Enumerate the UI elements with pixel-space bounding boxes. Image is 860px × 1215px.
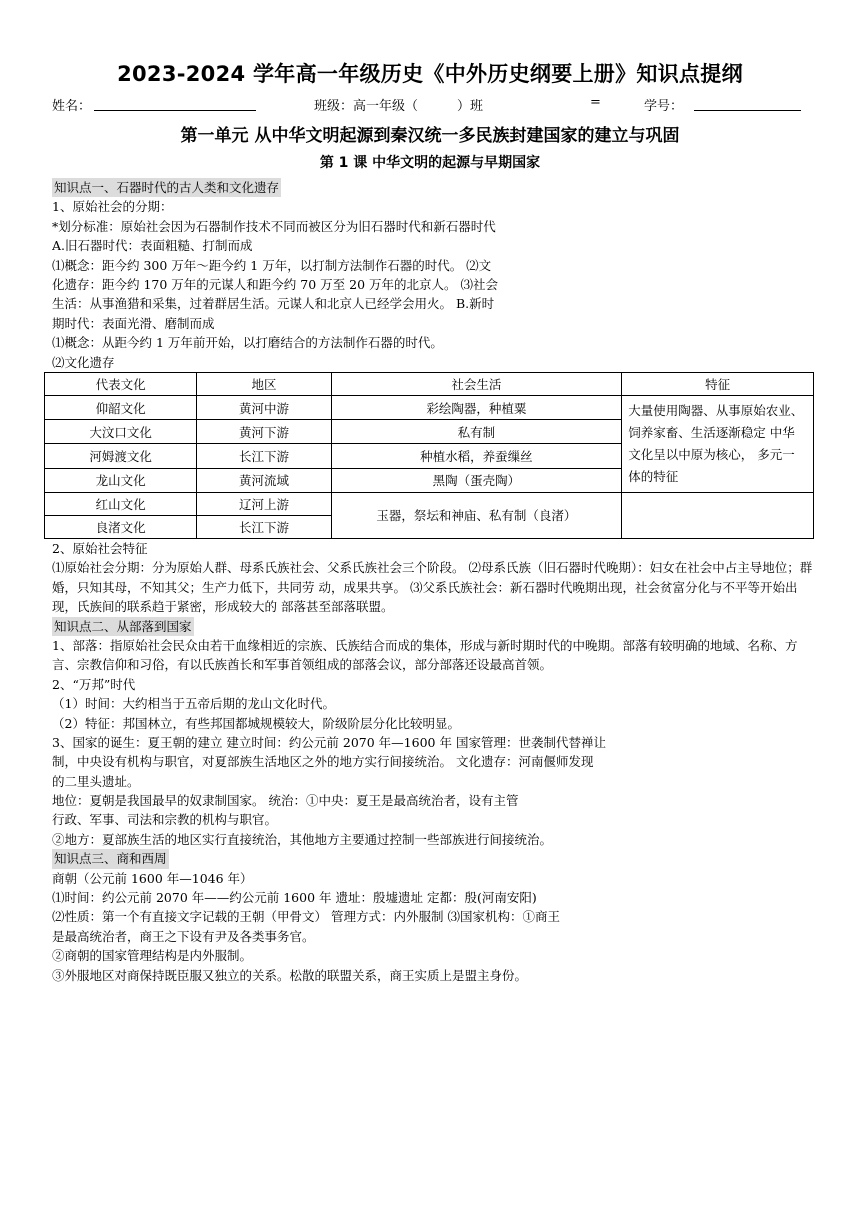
culture-table <box>44 372 814 539</box>
document-title: 2023-2024 学年高一年级历史《中外历史纲要上册》知识点提纲 <box>117 62 743 86</box>
text-line: 商朝（公元前 1600 年—1046 年） <box>52 870 253 886</box>
table-header-cell: 代表文化 <box>45 372 197 395</box>
equals-mark: = <box>590 95 601 110</box>
paragraph: 1、部落：指原始社会民众由若干血缘相近的宗族、氏族结合而成的集体，形成与新时期时代的中晚期。部落有较明确的地域、名称、方言、宗教信仰和习俗，有以氏族酋长和军事首领组成的部落会议，部分部落还设最高首领。 <box>52 637 798 673</box>
class-label: 班级：高一年级（ ）班 <box>314 99 484 114</box>
text-line: ②商朝的国家管理结构是内外服制。 <box>52 948 253 964</box>
text-line: *划分标准：原始社会因为石器制作技术不同而被区分为旧石器时代和新石器时代 <box>52 218 496 234</box>
text-line: ⑴时间：约公元前 2070 年——约公元前 1600 年 遗址：殷墟遗址 定都：殷(河南安阳) <box>52 890 537 906</box>
text-line: 1、原始社会的分期： <box>52 199 173 215</box>
table-cell: 彩绘陶器，种植粟 <box>331 395 622 419</box>
table-cell: 仰韶文化 <box>45 395 197 419</box>
knowledge-point-heading: 知识点二、从部落到国家 <box>52 617 194 636</box>
text-line: ⑴概念：从距今约 1 万年前开始，以打磨结合的方法制作石器的时代。 <box>52 335 443 351</box>
text-line: 2、原始社会特征 <box>52 540 148 556</box>
table-header-cell: 社会生活 <box>331 372 622 395</box>
table-cell: 长江下游 <box>197 444 331 468</box>
id-label: 学号： <box>644 99 684 114</box>
table-row <box>45 492 814 515</box>
knowledge-point-heading: 知识点一、石器时代的古人类和文化遗存 <box>52 178 281 197</box>
table-cell: 河姆渡文化 <box>45 444 197 468</box>
text-line: A.旧石器时代：表面粗糙、打制而成 <box>52 238 253 254</box>
knowledge-point-heading: 知识点三、商和西周 <box>52 849 169 868</box>
table-cell: 大汶口文化 <box>45 420 197 444</box>
text-line: ③外服地区对商保持既臣服又独立的关系。松散的联盟关系，商王实质上是盟主身份。 <box>52 967 528 983</box>
table-cell: 龙山文化 <box>45 468 197 492</box>
merged-life-cell: 玉器，祭坛和神庙、私有制（良渚） <box>331 492 622 538</box>
paragraph: ⑴原始社会分期：分为原始人群、母系氏族社会、父系氏族社会三个阶段。 ⑵母系氏族（旧石器时代晚期）：妇女在社会中占主导地位；群婚，只知其母，不知其父；生产力低下，共同劳 动，成果共享。 ⑶父系氏族社会：新石器时代晚期出现，社会贫富分化与不平等开始出现，氏族间的联系趋于紧密，形成较大的 部落甚至部落联盟。 <box>52 560 813 615</box>
text-line: 行政、军事、司法和宗教的机构与职官。 <box>52 812 278 828</box>
table-row <box>45 395 814 419</box>
table-header-cell: 特征 <box>622 372 814 395</box>
table-cell: 黄河下游 <box>197 420 331 444</box>
text-line: ⑴概念：距今约 300 万年～距今约 1 万年，以打制方法制作石器的时代。 ⑵文 <box>52 257 492 273</box>
table-header-cell: 地区 <box>197 372 331 395</box>
text-line: ②地方：夏部族生活的地区实行直接统治，其他地方主要通过控制一些部族进行间接统治。 <box>52 831 553 847</box>
text-line: （1）时间：大约相当于五帝后期的龙山文化时代。 <box>52 696 335 712</box>
feature-cell: 大量使用陶器、从事原始农业、饲养家畜、生活逐渐稳定 中华文化呈以中原为核心， 多元一体的特征 <box>622 395 814 492</box>
text-line: 地位：夏朝是我国最早的奴隶制国家。 统治：①中央：夏王是最高统治者，设有主管 <box>52 793 519 809</box>
table-cell: 黄河中游 <box>197 395 331 419</box>
text-line: 2、“万邦”时代 <box>52 676 136 692</box>
id-blank[interactable] <box>694 110 801 111</box>
name-label: 姓名： <box>52 99 92 114</box>
text-line: 是最高统治者，商王之下设有尹及各类事务官。 <box>52 928 315 944</box>
text-line: 化遗存：距今约 170 万年的元谋人和距今约 70 万至 20 万年的北京人。 ⑶社会 <box>52 276 498 292</box>
text-line: （2）特征：邦国林立，有些邦国都城规模较大，阶级阶层分化比较明显。 <box>52 715 460 731</box>
name-blank[interactable] <box>94 110 256 111</box>
lesson-title: 第 1 课 中华文明的起源与早期国家 <box>319 155 541 171</box>
empty-feature-cell <box>622 492 814 538</box>
table-cell: 黄河流域 <box>197 468 331 492</box>
table-cell: 种植水稻，养蚕缫丝 <box>331 444 622 468</box>
text-line: 制，中央设有机构与职官，对夏部族生活地区之外的地方实行间接统治。 文化遗存：河南偃师发现 <box>52 754 594 770</box>
table-header-row <box>45 372 814 395</box>
content-body <box>52 178 818 985</box>
text-line: ⑵性质：第一个有直接文字记载的王朝（甲骨文） 管理方式：内外服制 ⑶国家机构：①商王 <box>52 909 560 925</box>
text-line: 生活：从事渔猎和采集，过着群居生活。元谋人和北京人已经学会用火。 B.新时 <box>52 296 495 312</box>
table-cell: 黑陶（蛋壳陶） <box>331 468 622 492</box>
text-line: ⑵文化遗存 <box>52 354 115 370</box>
text-line: 的二里头遗址。 <box>52 773 140 789</box>
table-cell: 良渚文化 <box>45 515 197 538</box>
unit-title: 第一单元 从中华文明起源到秦汉统一多民族封建国家的建立与巩固 <box>180 126 680 146</box>
table-cell: 辽河上游 <box>197 492 331 515</box>
text-line: 3、国家的诞生：夏王朝的建立 建立时间：约公元前 2070 年—1600 年 国家管理：世袭制代替禅让 <box>52 734 606 750</box>
student-info-line <box>52 95 812 115</box>
text-line: 期时代：表面光滑、磨制而成 <box>52 315 215 331</box>
table-cell: 私有制 <box>331 420 622 444</box>
table-cell: 红山文化 <box>45 492 197 515</box>
table-cell: 长江下游 <box>197 515 331 538</box>
